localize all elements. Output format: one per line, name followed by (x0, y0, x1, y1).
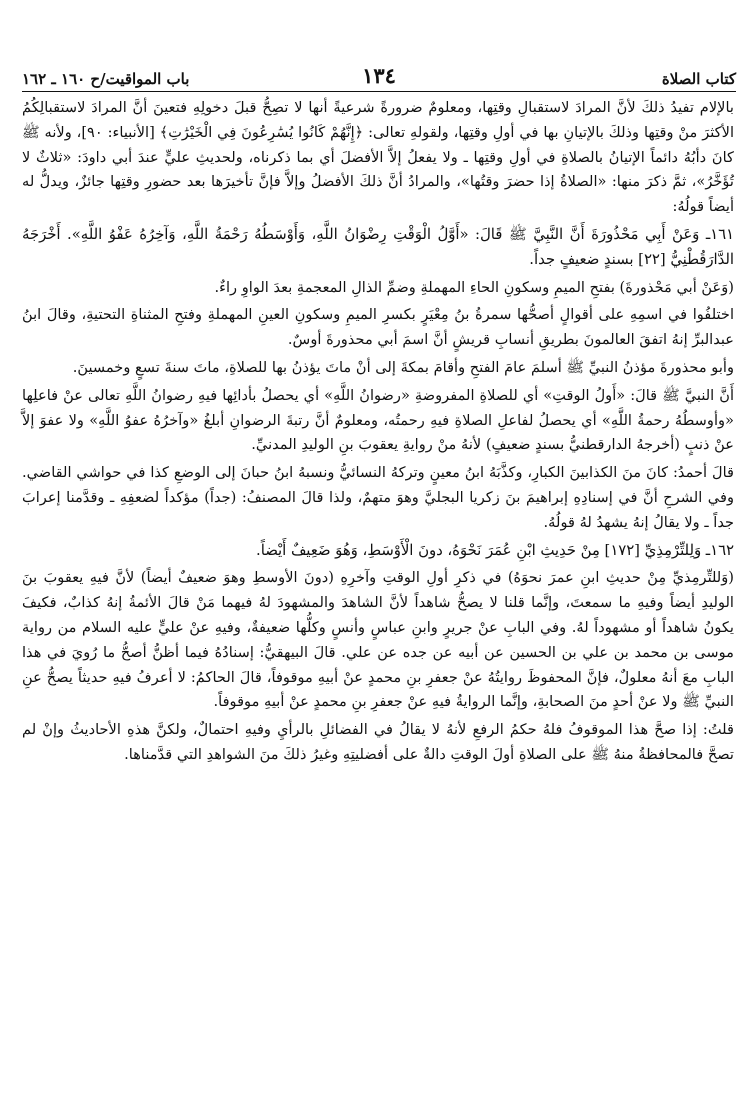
paragraph: قالَ أحمدُ: كانَ منَ الكذابينَ الكبارِ، وكذَّبَهُ ابنُ معينٍ وتركهُ النسائيُّ ونسبهُ ابنُ حبانَ إلى الوضعِ كذا في حواشي القاضي. وفي الشرحِ أنَّ في إسنادِهِ إبراهيمَ بنَ زكريا البجليَّ وهوَ متهمٌ، ولذا قالَ المصنفُ: (جداً) مؤكداً لضعفِهِ ـ وقدَّمنا إعرابَ جداً ـ ولا يقالُ إنهُ يشهدُ لهُ قولُهُ. (22, 464, 734, 531)
paragraph: أَنَّ النبيَّ ﷺ قالَ: «أَولُ الوقتِ» أي للصلاةِ المفروضةِ «رضوانُ اللَّهِ» أي يحصلُ بأدائِها فيهِ رضوانُ اللَّهِ تعالى عنْ فاعلِها «وأوسطُهُ رحمةُ اللَّهِ» أي يحصلُ لفاعلِ الصلاةِ فيهِ رحمتُه، ومعلومٌ أنَّ رتبةَ الرضوانِ أبلغُ «وآخرُهُ عفوُ اللَّهِ» ولا عفوَ إلاَّ عنْ ذنبٍ (أخرجهُ الدارقطنيُّ بسندٍ ضعيفٍ) لأنهُ منْ روايةِ يعقوبَ بنِ الوليدِ المدنيِّ. (22, 386, 734, 454)
hadith-161: ١٦١ـ وَعَنْ أَبِي مَحْذُورَةَ أَنَّ النَّبِيَّ ﷺ قَالَ: «أَوَّلُ الْوَقْتِ رِضْوَانُ اللَّهِ، وَأَوْسَطُهُ رَحْمَةُ اللَّهِ، وَآخِرُهُ عَفْوُ اللَّهِ». أَخْرَجَهُ الدَّارَقُطْنِيُّ [٢٢] بسندٍ ضعيفٍ جداً. (22, 225, 734, 268)
paragraph: (وَللتِّرمِذيِّ مِنْ حديثِ ابنِ عمرَ نحوَهُ) في ذكرِ أولِ الوقتِ وآخرِهِ (دونَ الأوسطِ وهوَ ضعيفٌ أيضاً) لأنَّ فيهِ يعقوبَ بنَ الوليدِ أيضاً وفيهِ ما سمعتَ، وإنَّما قلنا لا يصحُّ شاهداً لأنَّ الشاهدَ والمشهودَ لهُ فيهما مَنْ قالَ الأئمةُ إنهُ كذابٌ، فكيفَ يكونُ شاهداً أو مشهوداً لهُ. وفي البابِ عنْ جريرٍ وابنِ عباسٍ وأنسٍ وكلُّها ضعيفةٌ، وفيهِ عنْ عليٍّ عليه السلام من رواية موسى بن محمد بن علي بن الحسين عن أبيه عن جده عن علي. قالَ البيهقيُّ: إسنادُهُ فيما أظنُّ أصحُّ ما رُويَ في هذا البابِ معَ أنهُ معلولٌ، فإنَّ المحفوظَ روايتُهُ عنْ جعفرِ بنِ محمدٍ عنْ أبيهِ موقوفاً، قالَ الحاكمُ: لا أعرفُ فيهِ حديثاً يصحُّ عنِ النبيِّ ﷺ ولا عنْ أحدٍ منَ الصحابةِ، وإنَّما الروايةُ فيهِ عنْ جعفرِ بنِ محمدٍ عنْ أبيهِ موقوفاً. (22, 569, 734, 711)
paragraph: وأبو محذورةَ مؤذنُ النبيِّ ﷺ أسلمَ عامَ الفتحِ وأقامَ بمكةَ إلى أنْ ماتَ يؤذنُ بها للصلاةِ، ماتَ سنةَ تسعٍ وخمسينَ. (72, 358, 734, 376)
page-header (22, 54, 736, 92)
paragraph: قلتُ: إذا صحَّ هذا الموقوفُ فلهُ حكمُ الرفعِ لأنهُ لا يقالُ في الفضائلِ بالرأيِ وفيهِ احتمالٌ، ولكنَّ هذهِ الأحاديثُ وإنْ لم تصحَّ فالمحافظةُ منهُ ﷺ على الصلاةِ أولَ الوقتِ دالةٌ على أفضليتِهِ وغيرُ ذلكَ منَ الشواهدِ التي قدَّمناها. (22, 721, 734, 763)
paragraph: (وَعَنْ أبي مَحْذورةَ) بفتحِ الميمِ وسكونِ الحاءِ المهملةِ وضمِّ الذالِ المعجمةِ بعدَ الواوِ راءٌ. (214, 278, 734, 296)
book-title: كتاب الصلاة (661, 70, 736, 88)
chapter-title: باب المواقيت/ح ١٦٠ ـ ١٦٢ (22, 70, 190, 88)
paragraph: بالإلام تفيدُ ذلكَ لأنَّ المرادَ لاستقبالِ وقتِها، ومعلومٌ ضرورةً شرعيةً أنها لا تصِحُّ قبلَ دخولِهِ فتعينَ أنَّ المرادَ لاستقبالِكُمُ الأكثرَ منْ وقتِها وذلكَ بالإتيانِ بها في أولِ وقتِها، ولقولهِ تعالى: ﴿إِنَّهُمْ كَانُوا يُسَٰرِعُونَ فِي الْخَيْرَٰتِ﴾ [الأنبياء: ٩٠]، ولأنه ﷺ كانَ دأبُهُ دائماً الإتيانُ بالصلاةِ في أولِ وقتِها ـ ولا يفعلُ إلاَّ الأفضلَ أي بما ذكرناه، ولحديثِ عليٍّ عندَ أبي داودَ: «ثلاثٌ لا تُؤَخَّرُ»، ثمَّ ذكرَ منها: «الصلاةُ إذا حضرَ وقتُها»، والمرادُ أنَّ ذلكَ الأفضلُ وإلاَّ فإنَّ تأخيرَها بعد حضورِ وقتِها جائزٌ، ويدلُّ له أيضاً قولُهُ: (22, 99, 734, 216)
page-body (22, 96, 734, 1106)
page-number: ١٣٤ (362, 63, 396, 88)
paragraph: اختلفُوا في اسمِهِ على أقوالٍ أصحُّها سمرةُ بنُ مِعْيَرٍ بكسرِ الميمِ وسكونِ العينِ المهملةِ وفتحِ المثناةِ التحتيةِ، وقالَ ابنُ عبدالبرِّ إنهُ اتفقَ العالمونَ بطريقِ أنسابِ قريشٍ أنَّ اسمَ أبي محذورةَ أوسٌ. (22, 306, 734, 349)
hadith-162: ١٦٢ـ وَلِلتِّرْمِذِيِّ [١٧٢] مِنْ حَدِيثِ ابْنِ عُمَرَ نَحْوَهُ، دونَ الْأَوْسَطِ، وَهُوَ ضَعِيفٌ أَيْضاً. (256, 541, 734, 559)
